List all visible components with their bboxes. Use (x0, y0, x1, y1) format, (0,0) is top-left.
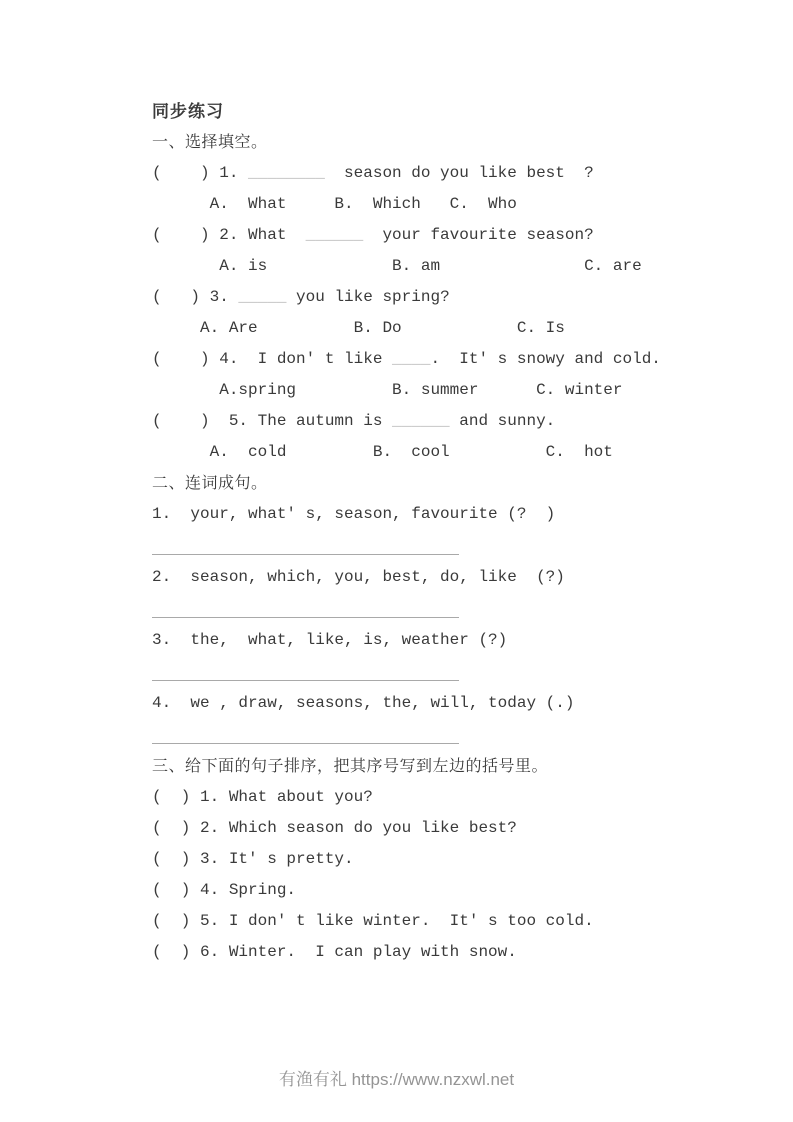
question-1-fill-blank: ________ (248, 164, 325, 182)
order-sentence-3: ( ) 3. It' s pretty. (152, 850, 354, 868)
question-3-options: A. Are B. Do C. Is (152, 319, 565, 337)
question-2-text: ( ) 2. What (152, 226, 306, 244)
question-2-fill-blank: ______ (305, 226, 364, 244)
question-line-3 (152, 282, 661, 313)
order-sentence-5: ( ) 5. I don' t like winter. It' s too cold. (152, 912, 594, 930)
answer-underline-1 (152, 530, 459, 555)
question-line-5 (152, 406, 661, 437)
rearrange-item-4: 4. we , draw, seasons, the, will, today (.) (152, 694, 575, 712)
order-sentence-6: ( ) 6. Winter. I can play with snow. (152, 943, 517, 961)
worksheet-content (152, 96, 661, 968)
order-sentence-1: ( ) 1. What about you? (152, 788, 373, 806)
question-3-fill-blank: _____ (238, 288, 287, 306)
question-line-4 (152, 344, 661, 375)
question-2-options: A. is B. am C. are (152, 257, 642, 275)
question-line-1 (152, 158, 661, 189)
rearrange-item-1: 1. your, what' s, season, favourite (? ) (152, 505, 556, 523)
question-line-2 (152, 220, 661, 251)
rearrange-item-3: 3. the, what, like, is, weather (?) (152, 631, 508, 649)
question-5-options: A. cold B. cool C. hot (152, 443, 613, 461)
question-5-fill-blank: ______ (392, 412, 450, 430)
question-1-text: ( ) 1. (152, 164, 249, 182)
question-5-text-after: and sunny. (449, 412, 556, 430)
question-4-fill-blank: ____ (392, 350, 431, 368)
question-2-text-after: your favourite season? (363, 226, 594, 244)
section2-heading: 二、连词成句。 (152, 475, 268, 492)
question-4-options: A.spring B. summer C. winter (152, 381, 623, 399)
question-5-text: ( ) 5. The autumn is (152, 412, 393, 430)
order-sentence-2: ( ) 2. Which season do you like best? (152, 819, 517, 837)
answer-underline-4 (152, 719, 459, 744)
question-1-text-after: season do you like best ? (324, 164, 594, 182)
order-sentence-4: ( ) 4. Spring. (152, 881, 297, 899)
question-1-options: A. What B. Which C. Who (152, 195, 517, 213)
question-4-text: ( ) 4. I don' t like (152, 350, 393, 368)
question-3-text: ( ) 3. (152, 288, 239, 306)
question-3-text-after: you like spring? (286, 288, 450, 306)
answer-underline-2 (152, 593, 459, 618)
question-4-text-after: . It' s snowy and cold. (430, 350, 661, 368)
answer-underline-3 (152, 656, 459, 681)
worksheet-title: 同步练习 (152, 102, 224, 121)
section1-heading: 一、选择填空。 (152, 134, 268, 151)
section3-heading: 三、给下面的句子排序，把其序号写到左边的括号里。 (152, 758, 549, 775)
rearrange-item-2: 2. season, which, you, best, do, like (?) (152, 568, 565, 586)
footer-watermark: 有渔有礼 https://www.nzxwl.net (278, 1070, 515, 1089)
